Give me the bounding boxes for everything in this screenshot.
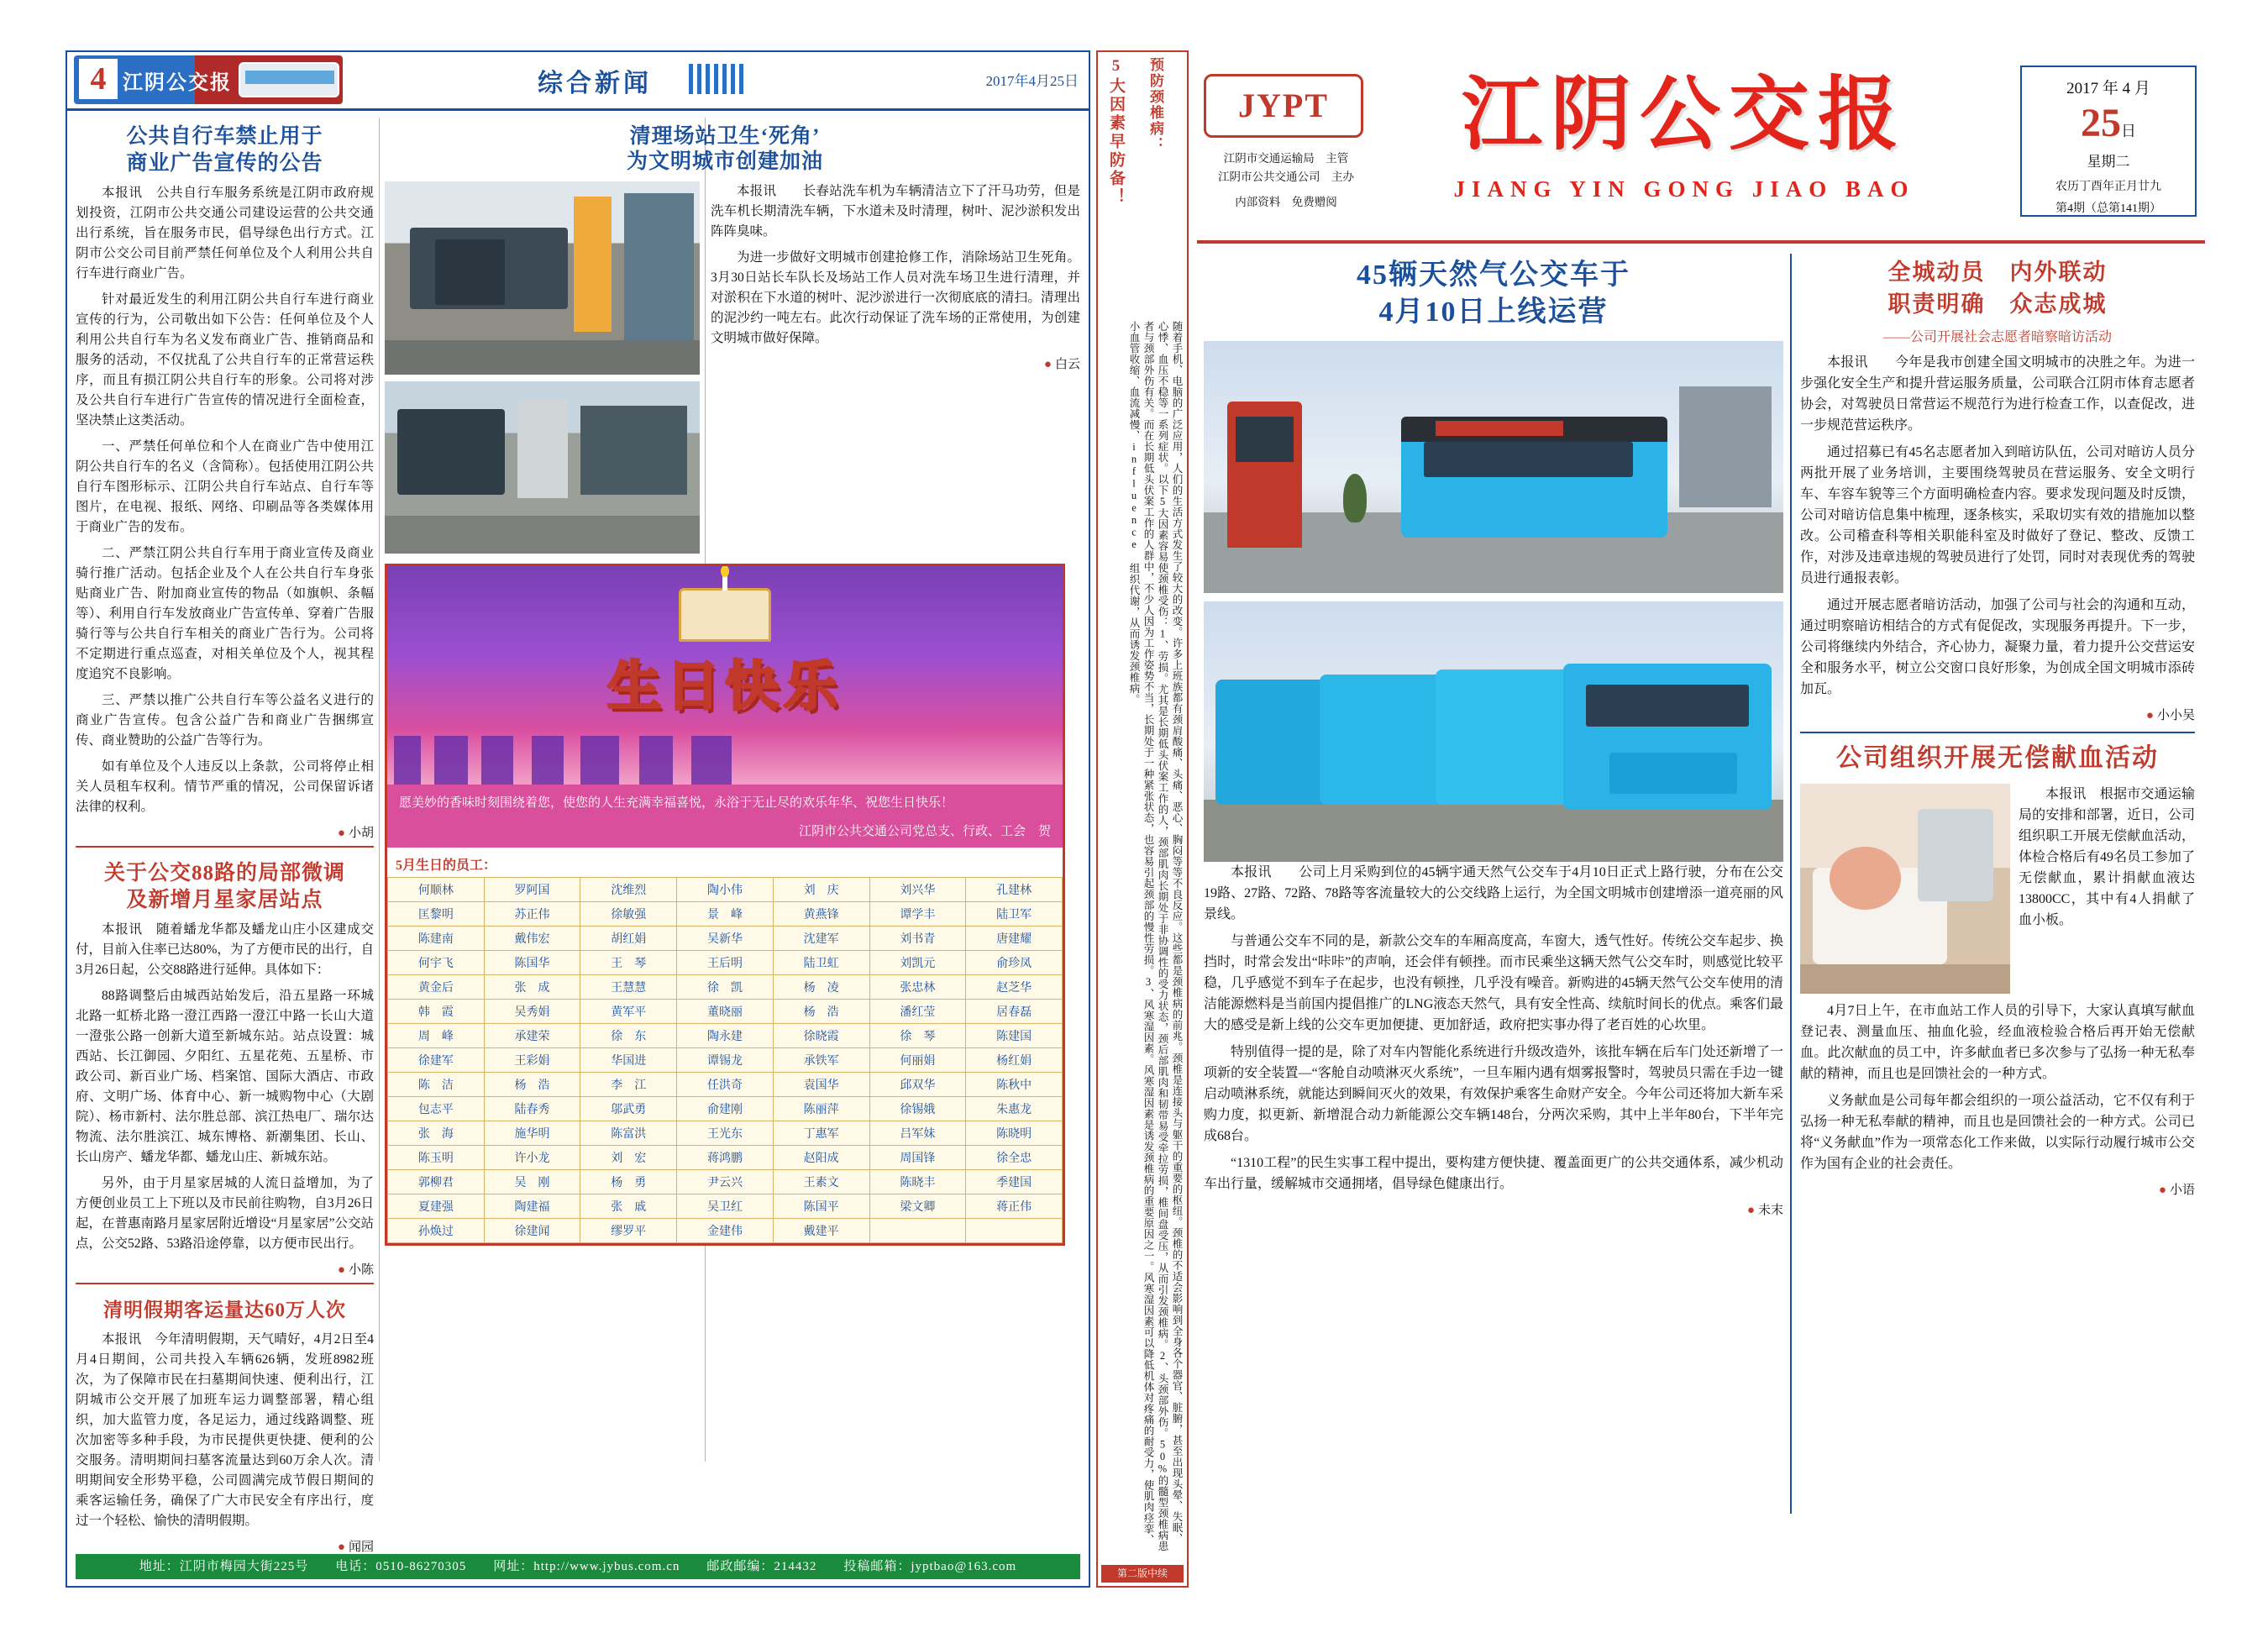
equipment xyxy=(1918,809,1993,901)
bus-illustration xyxy=(239,62,339,97)
photo-art xyxy=(385,181,700,375)
article-1-p5: 三、严禁以推广公共自行车等公益名义进行的商业广告宣传。包含公益广告和商业广告捆绑宣传、商业赞助的公益广告等行为。 xyxy=(76,693,374,748)
cake-icon xyxy=(679,588,771,642)
employee-name-cell: 杨 勇 xyxy=(580,1170,677,1194)
employee-name-cell: 承建荣 xyxy=(484,1024,580,1048)
employee-name-cell: 郭柳君 xyxy=(388,1170,485,1194)
employee-name-cell: 吕军妹 xyxy=(869,1121,966,1146)
employee-name-cell: 何宇飞 xyxy=(388,951,485,975)
employee-name-cell: 赵阳成 xyxy=(773,1146,869,1170)
birthday-message: 愿美妙的香味时刻围绕着您，使您的人生充满幸福喜悦，永浴于无止尽的欢乐年华、祝您生日快乐！ xyxy=(387,785,1063,822)
employee-name-cell: 陈建国 xyxy=(966,1024,1063,1048)
article3-p3: 义务献血是公司每年都会组织的一项公益活动，它不仅有利于弘扬一种无私奉献的精神，而且也是回馈社会的一种方式。公司已将“义务献血”作为一项常态化工作来做，以实际行动履行城市公交作为国有企业的社会责任。 xyxy=(1800,1094,2195,1171)
article-1-p4: 二、严禁江阴公共自行车用于商业宣传及商业骑行推广活动。包括企业及个人在公共自行车身张贴商业广告、附加商业宣传的物品（如旗帜、条幅等）、利用自行车发放商业广告宣传单、穿着广告服骑行等与公共自行车相关的商业广告行为。公司将不定期进行重点巡查，对相关单位及个人，视其程度追究不良影响。 xyxy=(76,546,374,681)
employee-name-cell: 尹云兴 xyxy=(677,1170,774,1194)
employee-name-cell: 张 戚 xyxy=(580,1194,677,1219)
employee-name-cell: 杨 凌 xyxy=(773,975,869,1000)
col2-p1: 本报讯 长春站洗车机为车辆清洁立下了汗马功劳，但是洗车机长期清洗车辆，下水道未及时清理，树叶、泥沙淤积发出阵阵臭味。 xyxy=(711,184,1080,239)
birthday-advertisement xyxy=(385,564,1065,1246)
employee-name-cell: 陈国平 xyxy=(773,1194,869,1219)
table-row xyxy=(388,1194,1063,1219)
employee-name-cell: 刘 庆 xyxy=(773,878,869,902)
employee-name-cell: 戴建平 xyxy=(773,1219,869,1243)
employee-name-cell: 吴卫红 xyxy=(677,1194,774,1219)
employee-name-cell: 陈 洁 xyxy=(388,1073,485,1097)
article-1-signature-text: 小胡 xyxy=(348,827,374,840)
photo-art xyxy=(385,381,700,554)
issue-date: 2017年4月25日 xyxy=(985,73,1079,89)
employee-name-cell: 孙焕过 xyxy=(388,1219,485,1243)
employee-name-cell: 赵芝华 xyxy=(966,975,1063,1000)
employee-name-cell: 季建国 xyxy=(966,1170,1063,1194)
employee-name-cell: 杨 浩 xyxy=(484,1073,580,1097)
strip-subtitle: 预防颈椎病： xyxy=(1147,57,1163,153)
employee-name-cell: 包志平 xyxy=(388,1097,485,1121)
right-column-2 xyxy=(1800,254,2195,1198)
table-row xyxy=(388,1219,1063,1243)
jypt-logo: JYPT xyxy=(1204,74,1363,138)
employee-name-cell xyxy=(966,1219,1063,1243)
left-footer-bar: 地址：江阴市梅园大街225号 电话：0510-86270305 网址：http://www.jybus.com.cn 邮政邮编：214432 投稿邮箱：jyptbao@163.com xyxy=(76,1554,1080,1579)
paper-title: 江阴公交报 xyxy=(1462,70,1907,160)
section-title: 综合新闻 xyxy=(538,70,652,97)
health-column-strip xyxy=(1096,50,1189,1588)
birthday-subtitle: 5月生日的员工： xyxy=(387,848,1063,877)
birthday-name-table xyxy=(387,877,1063,1243)
employee-name-cell: 丁惠军 xyxy=(773,1121,869,1146)
photo-cng-bus-fleet xyxy=(1204,601,1783,862)
employee-name-cell: 陶小伟 xyxy=(677,878,774,902)
article-1-p2: 针对最近发生的利用江阴公共自行车进行商业宣传的行为，公司敬出如下公告：任何单位及个人利用公共自行车为名义发布商业广告、推销商品和服务的活动，不仅扰乱了公共自行车的正常营运秩序，而且有损江阴公共自行车的形象。公司将对涉及公共自行车进行广告宣传的情况进行全面检查，坚决禁止这类活动。 xyxy=(76,292,374,428)
article3-signature: ● 小语 xyxy=(2158,1184,2195,1197)
weekday: 星期二 xyxy=(2087,154,2130,170)
employee-name-cell: 周国锋 xyxy=(869,1146,966,1170)
table-row xyxy=(388,975,1063,1000)
bus-livery xyxy=(1609,753,1737,795)
divider xyxy=(1800,732,2195,733)
employee-name-cell: 邱双华 xyxy=(869,1073,966,1097)
employee-name-cell: 俞建刚 xyxy=(677,1097,774,1121)
article-1-headline-line1: 公共自行车禁止用于 xyxy=(126,125,323,148)
article-2-p2: 88路调整后由城西站始发后，沿五星路一环城北路一虹桥北路一澄江西路一澄江中路一长山大道一澄张公路一创新大道至新城东站。站点设置：城西站、长江御园、夕阳红、五星花苑、五星桥、市政公司、新百业广场、档案馆、国际大酒店、市政府、文明广场、体育中心、新一城购物中心（大剧院）、杨市新村、法尔胜总部、滨江热电厂、瑞尔达物流、法尔胜滨江、城东博格、新潮集团、长山、长山房产、蟠龙华都、蟠龙山庄、新城东站。 xyxy=(76,989,374,1164)
employee-name-cell: 缪罗平 xyxy=(580,1219,677,1243)
employee-name-cell: 徐建闻 xyxy=(484,1219,580,1243)
employee-name-cell: 刘书青 xyxy=(869,927,966,951)
date-day-unit: 日 xyxy=(2121,123,2136,139)
employee-name-cell: 任洪奇 xyxy=(677,1073,774,1097)
article-1-p6: 如有单位及个人违反以上条款，公司将停止相关人员租车权利。情节严重的情况，公司保留诉诸法律的权利。 xyxy=(76,759,374,814)
article3-p1: 本报讯 根据市交通运输局的安排和部署，近日，公司组织职工开展无偿献血活动，体检合格后有49名员工参加了无偿献血，累计捐献血液达13800CC，其中有4人捐献了血小板。 xyxy=(2019,787,2195,927)
left-body xyxy=(67,111,1089,1554)
org-line-1: 江阴市交通运输局 主管 xyxy=(1223,152,1349,165)
col2-p2: 为进一步做好文明城市创建抢修工作，消除场站卫生死角。3月30日站长车队长及场站工作人员对洗车场卫生进行清理，并对淤积在下水道的树叶、泥沙淤进行一次彻底底的清扫。清理出的泥沙约一吨左右。此次行动保证了洗车场的正常使用，为创建文明城市做好保障。 xyxy=(711,250,1080,345)
employee-name-cell: 陈玉明 xyxy=(388,1146,485,1170)
employee-name-cell: 陈富洪 xyxy=(580,1121,677,1146)
employee-name-cell: 罗阿国 xyxy=(484,878,580,902)
article-3-headline: 清明假期客运量达60万人次 xyxy=(103,1299,346,1320)
column-divider xyxy=(379,118,380,1462)
masthead-org-line-3: 内部资料 免费赠阅 xyxy=(1235,196,1337,208)
col2-headline-line1: 清理场站卫生‘死角’ xyxy=(629,125,821,148)
lead-headline-line1: 45辆天然气公交车于 xyxy=(1357,260,1630,291)
skyline-decoration xyxy=(387,736,1063,785)
employee-name-cell: 俞珍凤 xyxy=(966,951,1063,975)
employee-name-cell: 徐晓霞 xyxy=(773,1024,869,1048)
employee-name-cell: 许小龙 xyxy=(484,1146,580,1170)
employee-name-cell: 陈国华 xyxy=(484,951,580,975)
strip-body-text: 随着手机、电脑的广泛应用，人们的生活方式发生了较大的改变。许多上班族都有颈肩酸痛、头痛、恶心、胸闷等等不良反应。这些都是颈椎病的前兆。颈椎是连接头与躯干的重要的枢纽。颈椎的不适会影响到全身各个器官、脏腑，甚至出现头晕、失眠、心悸、血压不稳等一系列症状。以下5大因素容易使颈椎受伤：1、劳损。尤其是长期低头伏案工作的人，颈部肌肉长期处于非协调性的受力状态，颈后部肌肉和韧带易受牵拉劳损，椎间盘受压，从而引发颈椎病。2、头颈部外伤。50%的髓型颈椎病患者与颈部外伤有关。而在长期低头伏案工作的人群中，不少人因为工作姿势不当，长期处于一种紧张状态，也容易引起颈部的慢性劳损。3、风寒湿因素。风寒湿因素是诱发颈椎病的重要原因之一。风寒湿因素可以降低机体对疼痛的耐受力，使肌肉痉挛、小血管收缩、血流减慢、influence 组织代谢，从而诱发颈椎病。 xyxy=(1128,321,1183,1551)
employee-name-cell: 唐建耀 xyxy=(966,927,1063,951)
floor xyxy=(1800,964,2010,994)
employee-name-cell: 梁文卿 xyxy=(869,1194,966,1219)
date-day xyxy=(2022,100,2195,146)
table-row xyxy=(388,951,1063,975)
employee-name-cell: 苏正伟 xyxy=(484,902,580,927)
employee-name-cell: 董晓丽 xyxy=(677,1000,774,1024)
table-row xyxy=(388,1000,1063,1024)
lead-p1: 本报讯 公司上月采购到位的45辆宇通天然气公交车于4月10日正式上路行驶，分布在公交19路、27路、72路、78路等客流量较大的公交线路上运行，为全国文明城市创建增添一道亮丽的风景线。 xyxy=(1204,865,1783,921)
employee-name-cell: 徐全忠 xyxy=(966,1146,1063,1170)
article2-headline-line1: 全城动员 内外联动 xyxy=(1887,260,2108,285)
employee-name-cell: 陆春秀 xyxy=(484,1097,580,1121)
table-row xyxy=(388,1073,1063,1097)
table-row xyxy=(388,1097,1063,1121)
strip-inner xyxy=(1098,52,1187,1586)
article-3-signature: ● 闻园 xyxy=(337,1541,374,1554)
table-row xyxy=(388,1024,1063,1048)
employee-name-cell: 蒋鸿鹏 xyxy=(677,1146,774,1170)
issue-number: 第4期（总第141期） xyxy=(2055,202,2161,215)
employee-name-cell: 蒋正伟 xyxy=(966,1194,1063,1219)
employee-name-cell: 徐锡娥 xyxy=(869,1097,966,1121)
lunar-date: 农历丁酉年正月廿九 xyxy=(2055,181,2161,193)
employee-name-cell: 承铁军 xyxy=(773,1048,869,1073)
table-row xyxy=(388,902,1063,927)
employee-name-cell: 沈维烈 xyxy=(580,878,677,902)
employee-name-cell: 陶永建 xyxy=(677,1024,774,1048)
col2-signature-text: 白云 xyxy=(1054,358,1080,371)
employee-name-cell: 李 江 xyxy=(580,1073,677,1097)
lead-p2: 与普通公交车不同的是，新款公交车的车厢高度高，车窗大，透气性好。传统公交车起步、换挡时，时常会发出“咔咔”的声响，还会伴有顿挫。而市民乘坐这辆天然气公交车时，则感觉比较平稳，几乎感觉不到车子在起步，也没有顿挫，几乎没有噪音。新购进的45辆天然气公交车使用的清洁能源燃料是当前国内提倡推广的LNG液态天然气，具有安全性高、续航时间长的优点。乘客们最大的感受是新上线的公交车更加便捷、更加舒适，政府把实事办得了老百姓的心坎里。 xyxy=(1204,934,1783,1032)
lead-signature: ● 未末 xyxy=(1746,1204,1783,1217)
right-masthead xyxy=(1197,50,2205,244)
photo-cng-bus-station xyxy=(1204,341,1783,593)
employee-name-cell: 吴 刚 xyxy=(484,1170,580,1194)
employee-name-cell: 黄燕锋 xyxy=(773,902,869,927)
employee-name-cell: 徐敏强 xyxy=(580,902,677,927)
table-row xyxy=(388,927,1063,951)
employee-name-cell: 谭学丰 xyxy=(869,902,966,927)
employee-name-cell: 王 琴 xyxy=(580,951,677,975)
employee-name-cell: 吴新华 xyxy=(677,927,774,951)
table-row xyxy=(388,1048,1063,1073)
employee-name-cell: 居春磊 xyxy=(966,1000,1063,1024)
employee-name-cell: 胡红娟 xyxy=(580,927,677,951)
employee-name-cell: 何顺林 xyxy=(388,878,485,902)
birthday-from: 江阴市公共交通公司党总支、行政、工会 贺 xyxy=(387,822,1063,848)
employee-name-cell: 孔建林 xyxy=(966,878,1063,902)
employee-name-cell: 刘凯元 xyxy=(869,951,966,975)
masthead-date-box xyxy=(2020,66,2197,217)
photo-station-cleaning-2 xyxy=(385,381,700,554)
employee-name-cell: 周 峰 xyxy=(388,1024,485,1048)
tree xyxy=(1343,474,1367,522)
employee-name-cell: 朱惠龙 xyxy=(966,1097,1063,1121)
article2-headline-line2: 职责明确 众志成城 xyxy=(1887,291,2108,317)
article2-signature-text: 小小吴 xyxy=(2156,709,2195,722)
lead-headline-line2: 4月10日上线运营 xyxy=(1378,297,1609,328)
employee-name-cell: 徐建军 xyxy=(388,1048,485,1073)
employee-name-cell: 王慧慧 xyxy=(580,975,677,1000)
article2-signature: ● 小小吴 xyxy=(2145,709,2195,722)
left-page xyxy=(66,50,1090,1588)
strip-title: 5大因素早防备！ xyxy=(1107,57,1125,207)
employee-name-cell: 王素文 xyxy=(773,1170,869,1194)
employee-name-cell: 金建伟 xyxy=(677,1219,774,1243)
paper-title-pinyin: JIANG YIN GONG JIAO BAO xyxy=(1453,176,1915,202)
bus-window xyxy=(1586,685,1748,727)
employee-name-cell: 徐 琴 xyxy=(869,1024,966,1048)
org-line-2: 江阴市公共交通公司 主办 xyxy=(1218,171,1354,183)
table-row xyxy=(388,1146,1063,1170)
photo-station-cleaning-1 xyxy=(385,181,700,375)
left-column-3 xyxy=(711,111,1080,372)
article2-p2: 通过招募已有45名志愿者加入到暗访队伍，公司对暗访人员分两批开展了业务培训，主要围绕驾驶员在营运服务、安全文明行车、车容车貌等三个方面明确检查内容。要求发现问题及时反馈，公司对暗访信息集中梳理，逐条核实，采取切实有效的措施加以整改。公司稽查科等相关职能科室及时做好了登记、整改、反馈工作，对涉及违章违规的驾驶员进行了处罚，同时对表现优秀的驾驶员进行通报表彰。 xyxy=(1800,445,2195,585)
station-sign xyxy=(1236,417,1294,462)
left-masthead xyxy=(67,52,1089,111)
employee-name-cell: 陈晓丰 xyxy=(869,1170,966,1194)
right-page xyxy=(1197,50,2205,1588)
employee-name-cell: 杨红娟 xyxy=(966,1048,1063,1073)
employee-name-cell: 杨 浩 xyxy=(773,1000,869,1024)
article-1-headline-line2: 商业广告宣传的公告 xyxy=(126,152,323,175)
employee-name-cell: 华国进 xyxy=(580,1048,677,1073)
right-column-divider xyxy=(1790,254,1792,1514)
bus-route-display xyxy=(1436,421,1563,436)
employee-name-cell: 徐 凯 xyxy=(677,975,774,1000)
employee-name-cell: 黄军平 xyxy=(580,1000,677,1024)
masthead-org-lines xyxy=(1202,150,1370,186)
left-column-1 xyxy=(76,111,374,1555)
employee-name-cell: 陈丽萍 xyxy=(773,1097,869,1121)
employee-name-cell: 沈建军 xyxy=(773,927,869,951)
article2-p1: 本报讯 今年是我市创建全国文明城市的决胜之年。为进一步强化安全生产和提升营运服务质量，公司联合江阴市体育志愿者协会，对驾驶员日常营运不规范行为进行检查工作，以查促改，进一步规范营运秩序。 xyxy=(1800,355,2195,433)
donor-head xyxy=(1830,847,1901,910)
article-2-signature: ● 小陈 xyxy=(337,1263,374,1277)
employee-name-cell: 黄金后 xyxy=(388,975,485,1000)
table-row xyxy=(388,878,1063,902)
article2-p3: 通过开展志愿者暗访活动，加强了公司与社会的沟通和互动，通过明察暗访相结合的方式有促促改，实现服务再提升。下一步，公司将继续内外结合，齐心协力，凝聚力量，着力提升公交营运安全和服务水平，树立公交窗口良好形象，为创成全国文明城市添砖加瓦。 xyxy=(1800,598,2195,696)
employee-name-cell: 陆卫虹 xyxy=(773,951,869,975)
paper-logo xyxy=(74,55,343,104)
employee-name-cell: 景 峰 xyxy=(677,902,774,927)
employee-name-cell: 谭锡龙 xyxy=(677,1048,774,1073)
table-row xyxy=(388,1170,1063,1194)
paper-logo-text: 江阴公交报 xyxy=(123,72,232,94)
right-column-1 xyxy=(1204,254,1783,1218)
employee-name-cell: 潘红莹 xyxy=(869,1000,966,1024)
article3-signature-text: 小语 xyxy=(2169,1184,2195,1197)
article3-headline: 公司组织开展无偿献血活动 xyxy=(1836,744,2159,772)
employee-name-cell: 陈建南 xyxy=(388,927,485,951)
employee-name-cell: 陈秋中 xyxy=(966,1073,1063,1097)
date-day-number: 25 xyxy=(2081,101,2121,145)
employee-name-cell: 王彩娟 xyxy=(484,1048,580,1073)
divider xyxy=(76,846,374,848)
employee-name-cell: 徐 东 xyxy=(580,1024,677,1048)
employee-name-cell: 袁国华 xyxy=(773,1073,869,1097)
article-3-p1: 本报讯 今年清明假期，天气晴好，4月2日至4月4日期间，公司共投入车辆626辆，发班8982班次，为了保障市民在扫墓期间快速、便利出行，江阴城市公交开展了加班车运力调整部署，精心组织，加大监管力度，各足运力，通过线路调整、班次加密等多种手段，为市民提供更快捷、便利的公交服务。清明期间扫墓客流量达到60万余人次。清明期间安全形势平稳，公司圆满完成节假日期间的乘客运输任务，确保了广大市民安全有序出行，度过一个轻松、愉快的清明假期。 xyxy=(76,1332,374,1528)
employee-name-cell: 张 海 xyxy=(388,1121,485,1146)
article3-p2: 4月7日上午，在市血站工作人员的引导下，大家认真填写献血登记表、测量血压、抽血化验，经血液检验合格后再开始无偿献血。此次献血的员工中，许多献血者已多次参与了弘扬一种无私奉献的精神，而且也是回馈社会的一种方式。 xyxy=(1800,1004,2195,1081)
article2-subtitle: ——公司开展社会志愿者暗察暗访活动 xyxy=(1882,330,2112,344)
employee-name-cell: 何丽娟 xyxy=(869,1048,966,1073)
employee-name-cell: 戴伟宏 xyxy=(484,927,580,951)
article-2-signature-text: 小陈 xyxy=(348,1263,374,1277)
employee-name-cell: 韩 霞 xyxy=(388,1000,485,1024)
lead-signature-text: 未末 xyxy=(1757,1204,1783,1217)
continued-note: 第二版中续 xyxy=(1101,1565,1184,1583)
article3-top xyxy=(1800,784,2195,994)
bus-window xyxy=(1424,442,1632,477)
article-1-p3: 一、严禁任何单位和个人在商业广告中使用江阴公共自行车的名义（含简称）。包括使用江阴公共自行车图形标示、江阴公共自行车站点、自行车等图片，在电视、报纸、网络、印刷品等各类媒体用于商业广告的发布。 xyxy=(76,439,374,534)
article-1-signature: ● 小胡 xyxy=(337,827,374,840)
employee-name-cell: 张 成 xyxy=(484,975,580,1000)
birthday-banner xyxy=(387,566,1063,785)
right-body xyxy=(1197,244,2205,1554)
employee-name-cell: 刘兴华 xyxy=(869,878,966,902)
photo-blood-donation xyxy=(1800,784,2010,994)
employee-name-cell: 陆卫军 xyxy=(966,902,1063,927)
article-2-headline-line1: 关于公交88路的局部微调 xyxy=(103,862,345,885)
employee-name-cell: 吴秀娟 xyxy=(484,1000,580,1024)
employee-name-cell: 夏建强 xyxy=(388,1194,485,1219)
divider xyxy=(76,1283,374,1284)
article-2-p1: 本报讯 随着蟠龙华都及蟠龙山庄小区建成交付，目前入住率已达80%，为了方便市民的出行，自3月26日起，公交88路进行延伸。具体如下： xyxy=(76,922,374,977)
lead-p3: 特别值得一提的是，除了对车内智能化系统进行升级改造外，该批车辆在后车门处还新增了一项新的安全装置—“客舱自动喷淋灭火系统”，一旦车厢内遇有烟雾报警时，驾驶员只需在手边一键启动喷淋系统，就能达到瞬间灭火的效果，有效保护乘客生命财产安全。今年公司还将加大新车采购力度，拟更新、新增混合动力新能源公交车辆148台，分两次采购，其中上半年80台，下半年完成68台。 xyxy=(1204,1045,1783,1143)
col2-signature: ● 白云 xyxy=(1043,358,1080,371)
birthday-title: 生日快乐 xyxy=(607,657,843,717)
employee-name-cell: 张忠林 xyxy=(869,975,966,1000)
article3-text-top xyxy=(2019,784,2195,937)
article-1-p1: 本报讯 公共自行车服务系统是江阴市政府规划投资，江阴市公共交通公司建设运营的公共交通出行系统，旨在服务市民，倡导绿色出行方式。江阴市公交公司目前严禁任何单位及个人利用公共自行车进行商业广告。 xyxy=(76,186,374,281)
lead-p4: “1310工程”的民生实事工程中提出，要构建方便快捷、覆盖面更广的公共交通体系，减少机动车出行量，缓解城市交通拥堵，倡导绿色健康出行。 xyxy=(1204,1156,1783,1191)
employee-name-cell: 邬武勇 xyxy=(580,1097,677,1121)
building xyxy=(1679,386,1772,507)
table-row xyxy=(388,1121,1063,1146)
employee-name-cell: 王光东 xyxy=(677,1121,774,1146)
employee-name-cell: 施华明 xyxy=(484,1121,580,1146)
employee-name-cell xyxy=(869,1219,966,1243)
employee-name-cell: 王后明 xyxy=(677,951,774,975)
employee-name-cell: 匡黎明 xyxy=(388,902,485,927)
col2-headline-line2: 为文明城市创建加油 xyxy=(626,150,823,173)
page-number: 4 xyxy=(79,59,118,99)
employee-name-cell: 刘 宏 xyxy=(580,1146,677,1170)
article-2-p3: 另外，由于月星家居城的人流日益增加，为了方便创业员工上下班以及市民前往购物，自3月26日起，在普惠南路月星家居附近增设“月星家居”公交站点，公交52路、53路沿途停靠，以方便市民出行。 xyxy=(76,1176,374,1251)
employee-name-cell: 陈晓明 xyxy=(966,1121,1063,1146)
employee-name-cell: 陶建福 xyxy=(484,1194,580,1219)
article-3-signature-text: 闻园 xyxy=(348,1541,374,1554)
decorative-stripes xyxy=(689,64,744,94)
date-year-month: 2017 年 4 月 xyxy=(2066,80,2150,97)
article-2-headline-line2: 及新增月星家居站点 xyxy=(126,889,323,911)
